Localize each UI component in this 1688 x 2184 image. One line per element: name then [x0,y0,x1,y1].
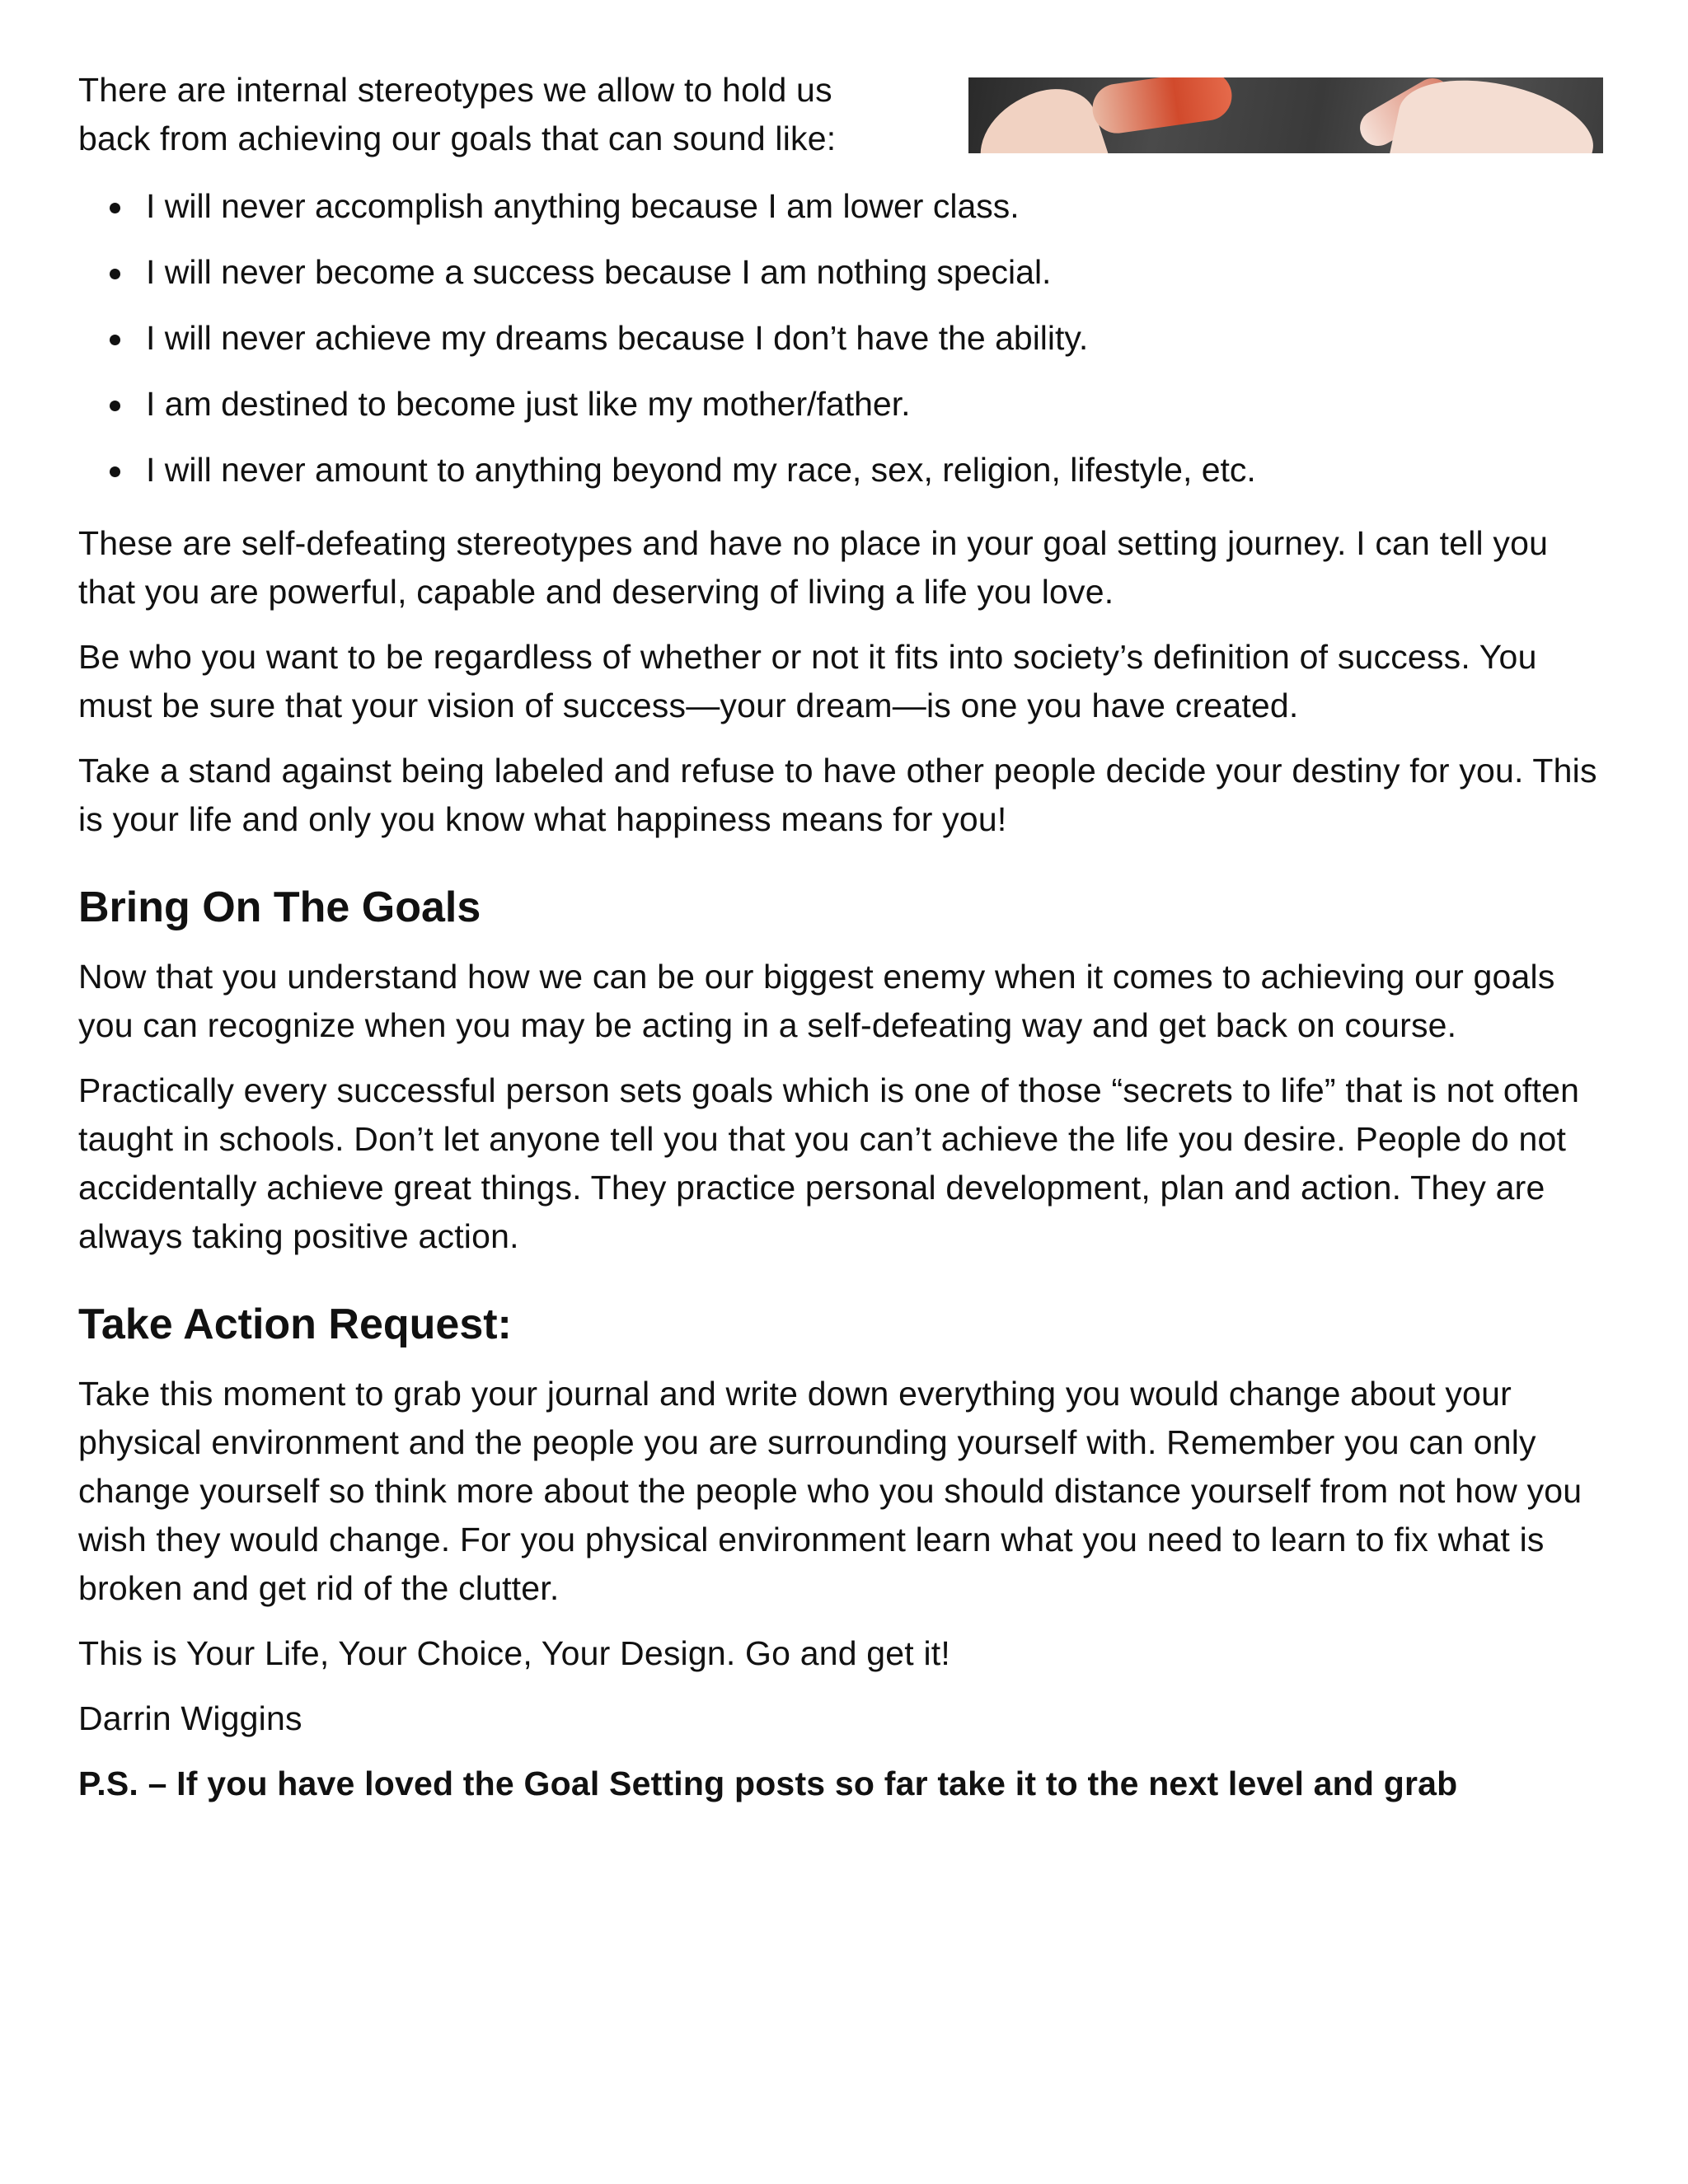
paragraph-self-defeating: These are self-defeating stereotypes and have no place in your goal setting journey. I can tell you that you are powerful, capable and deserving of living a life you love. [78,524,1549,611]
list-item: I will never achieve my dreams because I don’t have the ability. [78,305,1611,371]
paragraph-successful-person: Practically every successful person sets goals which is one of those “secrets to life” that is not often taught in schools. Don’t let anyone tell you that you can’t achieve the life you desire. People do not accidentally achieve great things. They practice personal development, plan and action. They are always taking positive action. [78,1071,1580,1255]
list-item: I will never accomplish anything because I am lower class. [78,173,1611,239]
intro-section [78,66,1611,173]
intro-text [78,66,952,163]
list-item: I am destined to become just like my mother/father. [78,371,1611,437]
list-item: I will never amount to anything beyond my race, sex, religion, lifestyle, etc. [78,437,1611,503]
paragraph-take-a-stand: Take a stand against being labeled and refuse to have other people decide your destiny for you. This is your life and only you know what happiness means for you! [78,752,1597,838]
bullet-dot-icon [110,466,120,477]
paragraph-your-life: This is Your Life, Your Choice, Your Design. Go and get it! [78,1634,950,1672]
intro-line-1: There are internal stereotypes we allow to hold us [78,71,832,109]
bullet-dot-icon [110,335,120,345]
postscript: P.S. – If you have loved the Goal Setting posts so far take it to the next level and grab [78,1765,1458,1802]
bullet-dot-icon [110,203,120,213]
paragraph-be-who-you-want: Be who you want to be regardless of whether or not it fits into society’s definition of success. You must be sure that your vision of success—your dream—is one you have created. [78,638,1537,724]
stereotype-list [78,173,1611,503]
hands-photo [968,77,1603,153]
paragraph-biggest-enemy: Now that you understand how we can be our biggest enemy when it comes to achieving our goals you can recognize when you may be acting in a self-defeating way and get back on course. [78,958,1555,1044]
paragraph-journal: Take this moment to grab your journal and write down everything you would change about your physical environment and the people you are surrounding yourself with. Remember you can only change yourself so think more about the people who you should distance yourself from not how you wish they would change. For you physical environment learn what you need to learn to fix what is broken and get rid of the clutter. [78,1375,1582,1607]
intro-line-2: back from achieving our goals that can sound like: [78,120,837,157]
document-page [78,66,1611,1808]
heading-take-action-request: Take Action Request: [78,1301,512,1348]
list-item: I will never become a success because I am nothing special. [78,239,1611,305]
signature: Darrin Wiggins [78,1699,302,1737]
photo-hand-left [968,77,1111,153]
heading-bring-on-the-goals: Bring On The Goals [78,883,481,931]
bullet-dot-icon [110,401,120,411]
photo-finger-left [1090,77,1236,137]
bullet-dot-icon [110,269,120,279]
photo-hand-right [1390,77,1602,153]
